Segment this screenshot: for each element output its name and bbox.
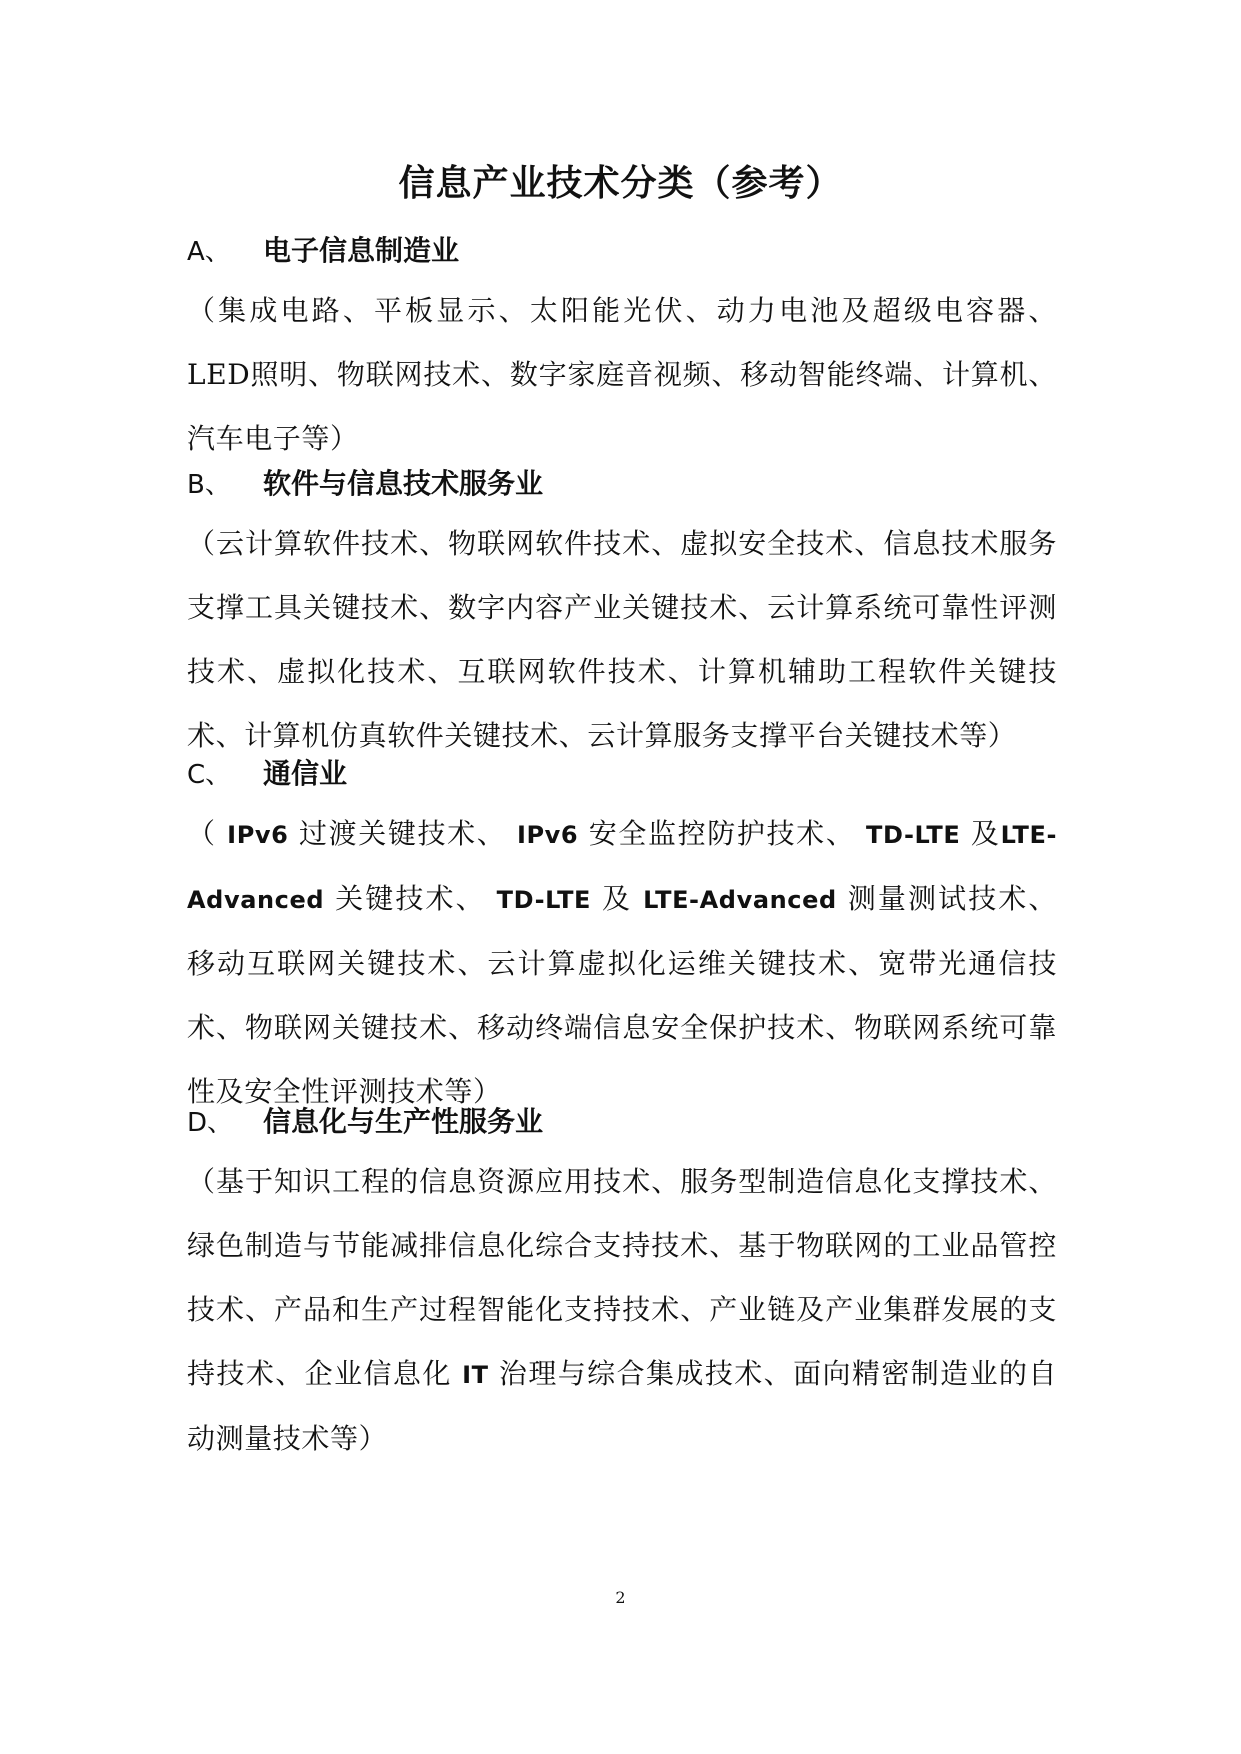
section-body-b: （云计算软件技术、物联网软件技术、虚拟安全技术、信息技术服务支撑工具关键技术、数字内容产业关键技术、云计算系统可靠性评测技术、虚拟化技术、互联网软件技术、计算机辅助工程软件关键技术、计算机仿真软件关键技术、云计算服务支撑平台关键技术等） (187, 527, 1057, 752)
page-number: 2 (615, 1588, 626, 1607)
section-body-d (187, 1150, 1057, 1471)
section-letter: B、 (187, 470, 231, 500)
body-text: （ (187, 817, 228, 850)
section-letter: D、 (187, 1108, 234, 1138)
body-text: 及 (960, 817, 1001, 850)
section-body-a: （集成电路、平板显示、太阳能光伏、动力电池及超级电容器、 LED照明、物联网技术、数字家庭音视频、移动智能终端、计算机、汽车电子等） (187, 294, 1057, 455)
tech-term: LTE-Advanced (643, 886, 837, 914)
body-text: 安全监控防护技术、 (578, 817, 866, 850)
section-heading-a (187, 229, 459, 273)
tech-term: TD-LTE (496, 886, 592, 914)
body-text: 治理与综合集成技术、面向精密制造业的自动测量技术等） (187, 1357, 1058, 1455)
body-text: 关键技术、 (324, 882, 497, 915)
tech-term: IPv6 (516, 821, 579, 849)
section-title: 信息化与生产性服务业 (263, 1105, 544, 1138)
tech-term: IT (462, 1361, 489, 1389)
section-body-c (187, 802, 1057, 1124)
section-title: 通信业 (263, 757, 348, 790)
body-text: 测量测试技术、移动互联网关键技术、云计算虚拟化运维关键技术、宽带光通信技术、物联网关键技术、移动终端信息安全保护技术、物联网系统可靠性及安全性评测技术等） (187, 882, 1057, 1108)
section-title: 软件与信息技术服务业 (263, 467, 544, 500)
section-heading-d (187, 1100, 543, 1144)
tech-term: TD-LTE (866, 821, 961, 849)
section-heading-c (187, 752, 347, 796)
section-heading-b (187, 462, 543, 506)
tech-term: IPv6 (227, 821, 289, 849)
body-text: （基于知识工程的信息资源应用技术、服务型制造信息化支撑技术、绿色制造与节能减排信息化综合支持技术、基于物联网的工业品管控技术、产品和生产过程智能化支持技术、产业链及产业集群发展的支持技术、企业信息化 (187, 1165, 1057, 1390)
section-title: 电子信息制造业 (263, 234, 460, 267)
section-letter: C、 (187, 760, 232, 790)
body-text: 及 (591, 882, 644, 915)
section-letter: A、 (187, 237, 231, 267)
page-title: 信息产业技术分类（参考） (398, 162, 843, 204)
tech-term: LTE-Advanced (187, 821, 1058, 914)
body-text: 过渡关键技术、 (288, 817, 517, 850)
